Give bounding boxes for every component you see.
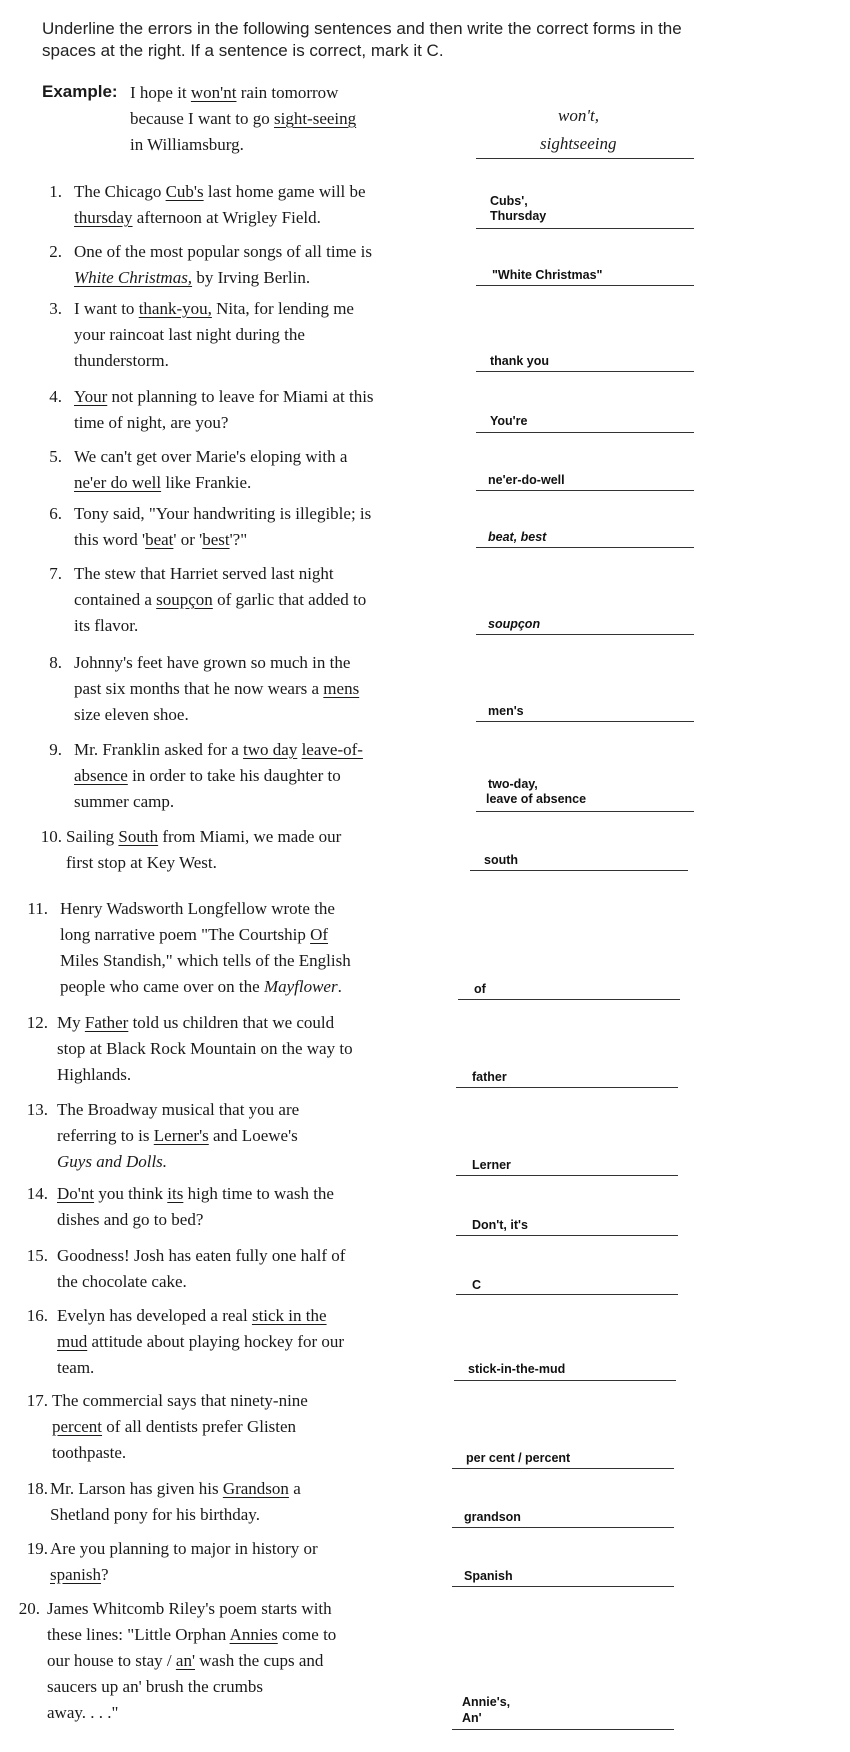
answer-text: stick-in-the-mud <box>468 1362 566 1376</box>
item-number: 7. <box>49 564 62 583</box>
item-line: Goodness! Josh has eaten fully one half of <box>57 1246 346 1265</box>
item-number: 8. <box>49 653 62 672</box>
item-number: 4. <box>49 387 62 406</box>
item-line: referring to is Lerner's and Loewe's <box>57 1126 298 1145</box>
item-number: 12. <box>26 1013 48 1032</box>
item-line: Mr. Franklin asked for a two day leave-of- <box>74 740 363 759</box>
item-line: saucers up an' brush the crumbs <box>47 1677 263 1696</box>
item-line: Shetland pony for his birthday. <box>50 1505 260 1524</box>
answer-text: of <box>474 982 486 996</box>
answer-line <box>470 870 688 871</box>
item-number: 19. <box>26 1539 48 1558</box>
item-number: 15. <box>26 1246 48 1265</box>
answer-text: ne'er-do-well <box>488 473 565 487</box>
item-line: time of night, are you? <box>74 413 229 432</box>
answer-text: soupçon <box>488 617 541 631</box>
item-line: Johnny's feet have grown so much in the <box>74 653 351 672</box>
answer-text: grandson <box>464 1510 521 1524</box>
item-number: 17. <box>26 1391 48 1410</box>
item-line: contained a soupçon of garlic that added to <box>74 590 367 609</box>
answer-line <box>452 1586 674 1587</box>
answer-text: leave of absence <box>486 792 587 806</box>
answer-line <box>452 1468 674 1469</box>
answer-line <box>454 1380 676 1381</box>
answer-text: per cent / percent <box>466 1451 571 1465</box>
answer-line <box>476 721 694 722</box>
answer-line <box>476 547 694 548</box>
answer-line <box>476 634 694 635</box>
item-line: mud attitude about playing hockey for our <box>57 1332 345 1351</box>
item-line: summer camp. <box>74 792 175 811</box>
item-line: its flavor. <box>74 616 139 635</box>
item-line: this word 'beat' or 'best'?" <box>74 530 248 549</box>
item-line: Henry Wadsworth Longfellow wrote the <box>60 899 335 918</box>
answer-line <box>476 811 694 812</box>
answer-text: Cubs', <box>490 194 528 208</box>
item-line: ne'er do well like Frankie. <box>74 473 252 492</box>
item-line: James Whitcomb Riley's poem starts with <box>47 1599 332 1618</box>
example-line-3: in Williamsburg. <box>130 135 244 154</box>
item-number: 5. <box>49 447 62 466</box>
answer-text: An' <box>462 1711 482 1725</box>
item-number: 13. <box>26 1100 48 1119</box>
answer-line <box>456 1294 678 1295</box>
item-line: Do'nt you think its high time to wash the <box>57 1184 334 1203</box>
item-line: team. <box>57 1358 95 1377</box>
example-answer-2: sightseeing <box>540 134 617 153</box>
item-number: 14. <box>26 1184 48 1203</box>
item-number: 18. <box>26 1479 48 1498</box>
item-number: 2. <box>49 242 62 261</box>
item-line: your raincoat last night during the <box>74 325 305 344</box>
item-line: Sailing South from Miami, we made our <box>66 827 342 846</box>
answer-line <box>456 1235 678 1236</box>
item-line: the chocolate cake. <box>57 1272 187 1291</box>
answer-text: father <box>472 1070 507 1084</box>
item-line: stop at Black Rock Mountain on the way to <box>57 1039 353 1058</box>
answer-line <box>476 228 694 229</box>
answer-line <box>452 1527 674 1528</box>
item-line: first stop at Key West. <box>66 853 217 872</box>
item-line: The stew that Harriet served last night <box>74 564 334 583</box>
example-answer-line <box>476 158 694 159</box>
example-answer-1: won't, <box>558 106 599 125</box>
example-line-1: I hope it won'nt rain tomorrow <box>130 83 339 102</box>
item-number: 10. <box>40 827 62 846</box>
answer-text: men's <box>488 704 524 718</box>
item-line: absence in order to take his daughter to <box>74 766 341 785</box>
instructions: Underline the errors in the following sentences and then write the correct forms in the spaces at the right. If a sentence is correct, mark it C. <box>42 19 682 60</box>
answer-text: beat, best <box>488 530 547 544</box>
answer-text: south <box>484 853 519 867</box>
item-line: away. . . ." <box>47 1703 119 1722</box>
item-line: Mr. Larson has given his Grandson a <box>50 1479 301 1498</box>
item-line: We can't get over Marie's eloping with a <box>74 447 348 466</box>
item-line: spanish? <box>50 1565 109 1584</box>
item-line: My Father told us children that we could <box>57 1013 335 1032</box>
item-line: The commercial says that ninety-nine <box>52 1391 308 1410</box>
item-line: thursday afternoon at Wrigley Field. <box>74 208 321 227</box>
answer-line <box>476 490 694 491</box>
item-number: 20. <box>18 1599 40 1618</box>
answer-text: Don't, it's <box>472 1218 528 1232</box>
example-label: Example: <box>42 82 118 101</box>
item-line: The Chicago Cub's last home game will be <box>74 182 366 201</box>
answer-text: C <box>472 1278 482 1292</box>
answer-line <box>476 432 694 433</box>
item-line: Are you planning to major in history or <box>50 1539 318 1558</box>
answer-text: two-day, <box>488 777 538 791</box>
item-number: 6. <box>49 504 62 523</box>
item-line: our house to stay / an' wash the cups and <box>47 1651 324 1670</box>
item-number: 16. <box>26 1306 48 1325</box>
item-line: people who came over on the Mayflower. <box>60 977 342 996</box>
item-line: White Christmas, by Irving Berlin. <box>74 268 311 287</box>
answer-line <box>452 1729 674 1730</box>
item-line: percent of all dentists prefer Glisten <box>52 1417 297 1436</box>
item-number: 11. <box>27 899 48 918</box>
answer-text: Lerner <box>472 1158 511 1172</box>
answer-text: Spanish <box>464 1569 513 1583</box>
answer-line <box>458 999 680 1000</box>
item-line: thunderstorm. <box>74 351 169 370</box>
item-line: size eleven shoe. <box>74 705 189 724</box>
item-line: I want to thank-you, Nita, for lending me <box>74 299 354 318</box>
answer-line <box>456 1087 678 1088</box>
item-line: Highlands. <box>57 1065 132 1084</box>
item-number: 3. <box>49 299 62 318</box>
example-line-2: because I want to go sight-seeing <box>130 109 357 128</box>
answer-text: You're <box>490 414 528 428</box>
answer-line <box>456 1175 678 1176</box>
item-line: The Broadway musical that you are <box>57 1100 300 1119</box>
answer-text: thank you <box>490 354 550 368</box>
item-line: long narrative poem "The Courtship Of <box>60 925 329 944</box>
answer-line <box>476 285 694 286</box>
item-number: 1. <box>49 182 62 201</box>
answer-line <box>476 371 694 372</box>
item-line: Tony said, "Your handwriting is illegible; is <box>74 504 372 523</box>
item-line: Your not planning to leave for Miami at this <box>74 387 374 406</box>
item-line: dishes and go to bed? <box>57 1210 204 1229</box>
item-line: Guys and Dolls. <box>57 1152 168 1171</box>
item-line: toothpaste. <box>52 1443 127 1462</box>
item-line: past six months that he now wears a mens <box>74 679 360 698</box>
answer-text: Annie's, <box>462 1695 511 1709</box>
item-line: these lines: "Little Orphan Annies come to <box>47 1625 337 1644</box>
item-line: Evelyn has developed a real stick in the <box>57 1306 327 1325</box>
answer-text: "White Christmas" <box>492 268 603 282</box>
item-number: 9. <box>49 740 62 759</box>
item-line: One of the most popular songs of all time is <box>74 242 372 261</box>
answer-text: Thursday <box>490 209 547 223</box>
item-line: Miles Standish," which tells of the English <box>60 951 351 970</box>
